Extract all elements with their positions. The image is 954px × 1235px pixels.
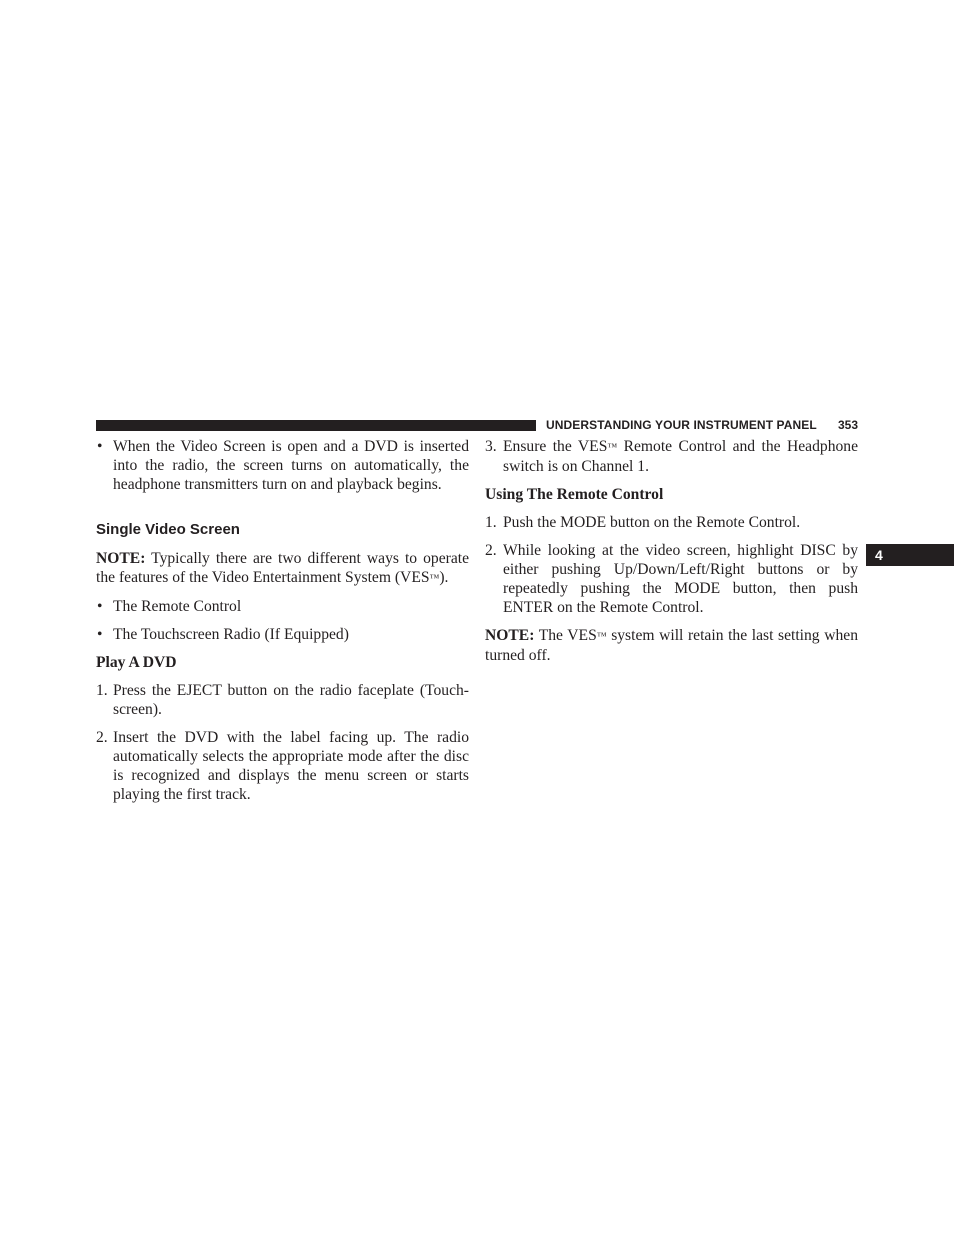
note-text: The VES (534, 627, 597, 644)
page-number: 353 (837, 418, 858, 432)
bullet-text: The Touchscreen Radio (If Equipped) (113, 626, 349, 643)
subheading-play-a-dvd: Play A DVD (96, 654, 177, 671)
left-column (96, 437, 469, 804)
trademark-symbol: ™ (596, 631, 607, 642)
bullet-item-remote-control (96, 597, 469, 616)
note-text-end: ). (439, 569, 449, 586)
bullet-item-touchscreen-radio (96, 625, 469, 644)
chapter-tab: 4 (866, 544, 954, 566)
trademark-symbol: ™ (429, 573, 440, 584)
step-text: Insert the DVD with the label facing up. The radio automatically selects the appropriate mode after the disc is recognized and displays the menu screen or starts playing the first track. (113, 729, 469, 803)
bullet-item-video-screen (96, 437, 469, 494)
step-text: Press the EJECT button on the radio faceplate (Touch-screen). (113, 682, 469, 718)
step-number: 1. (96, 682, 108, 699)
list-item-step-1 (96, 681, 469, 719)
step-number: 2. (485, 542, 497, 559)
step-text-end: Remote Control and the Headphone switch is on Channel 1. (503, 438, 859, 475)
header-rule-bar (96, 420, 536, 431)
step-number: 1. (485, 514, 497, 531)
bullet-icon: • (97, 598, 103, 615)
bullet-text: When the Video Screen is open and a DVD is inserted into the radio, the screen turns on automatically, the headphone transmitters turn on and playback begins. (113, 438, 469, 493)
step-number: 2. (96, 729, 108, 746)
list-item-step-2 (96, 728, 469, 804)
section-heading-single-video-screen: Single Video Screen (96, 521, 240, 538)
step-number: 3. (485, 438, 497, 455)
bullet-text: The Remote Control (113, 598, 242, 615)
list-item-step-2 (485, 541, 858, 617)
note-text-end: system will retain the last setting when turned off. (485, 627, 858, 664)
running-header-title: UNDERSTANDING YOUR INSTRUMENT PANEL (546, 418, 817, 432)
note-text: Typically there are two different ways to operate the features of the Video Entertainment System (VES (96, 550, 469, 586)
step-text: Push the MODE button on the Remote Control. (503, 514, 801, 531)
subheading-using-the-remote-control: Using The Remote Control (485, 486, 664, 503)
step-text: While looking at the video screen, highlight DISC by either pushing Up/Down/Left/Right buttons or by repeatedly pushing the MODE button, then push ENTER on the Remote Control. (503, 542, 858, 616)
note-label: NOTE: (96, 550, 146, 567)
bullet-icon: • (97, 438, 103, 455)
list-item-step-1 (485, 513, 858, 532)
bullet-icon: • (97, 626, 103, 643)
step-text: Ensure the VES (503, 438, 608, 455)
note-paragraph (485, 626, 858, 665)
right-column (485, 437, 858, 665)
trademark-symbol: ™ (607, 442, 618, 453)
note-label: NOTE: (485, 627, 535, 644)
note-paragraph (96, 549, 469, 588)
list-item-step-3 (485, 437, 858, 476)
